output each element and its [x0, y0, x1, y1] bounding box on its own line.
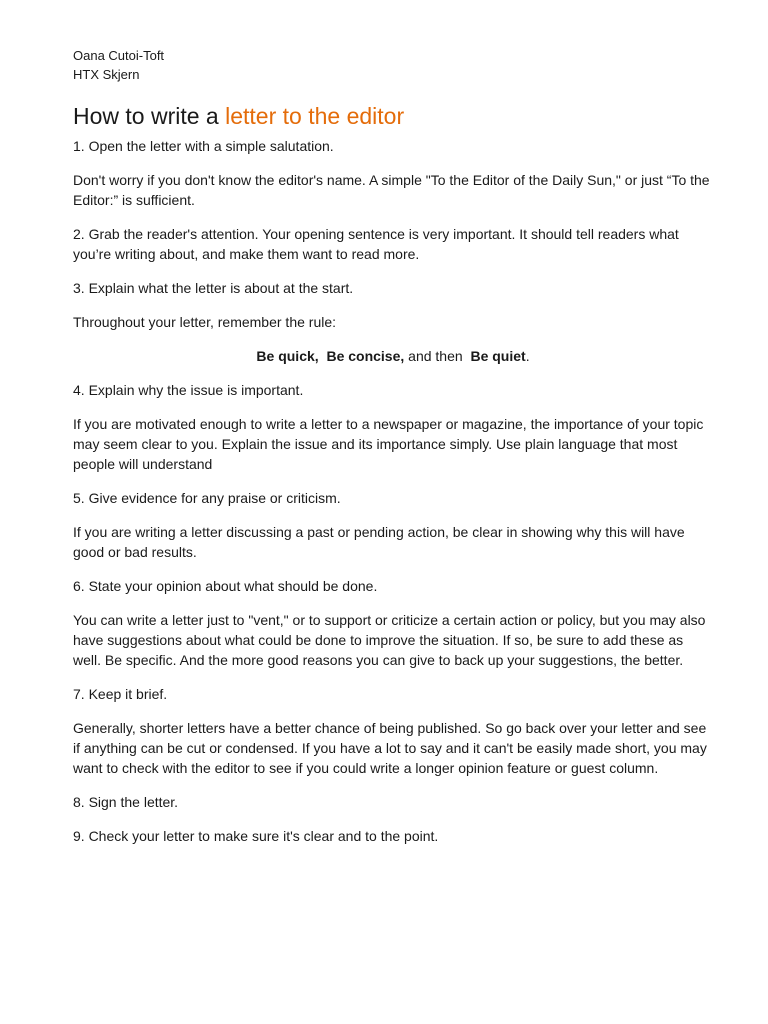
- rule-be-quick: Be quick,: [256, 348, 319, 364]
- paragraph: Generally, shorter letters have a better chance of being published. So go back over your letter and see if anything can be cut or condensed. If you have a lot to say and it can't be easily made short, you may want to check with the editor to see if you could write a longer opinion feature or guest column.: [73, 720, 707, 776]
- paragraph: 7. Keep it brief.: [73, 686, 168, 702]
- title-prefix: How to write a: [73, 103, 226, 129]
- author-name: Oana Cutoi-Toft: [73, 48, 165, 63]
- paragraph: 8. Sign the letter.: [73, 794, 179, 810]
- paragraph: 1. Open the letter with a simple salutation.: [73, 138, 334, 154]
- rule-end: .: [525, 348, 530, 364]
- author-block: [73, 46, 713, 84]
- paragraph: 6. State your opinion about what should be done.: [73, 578, 378, 594]
- rule-connector: and then: [408, 348, 463, 364]
- rule-be-quiet: Be quiet: [470, 348, 526, 364]
- paragraph: Don't worry if you don't know the editor's name. A simple "To the Editor of the Daily Sun," or just “To the Editor:” is sufficient.: [73, 172, 710, 208]
- paragraph: 2. Grab the reader's attention. Your opening sentence is very important. It should tell readers what you’re writing about, and make them want to read more.: [73, 226, 679, 262]
- paragraph: If you are motivated enough to write a letter to a newspaper or magazine, the importance of your topic may seem clear to you. Explain the issue and its importance simply. Use plain language that most people will understand: [73, 416, 704, 472]
- rule-line: [73, 346, 713, 366]
- rule-be-concise: Be concise,: [326, 348, 405, 364]
- school-name: HTX Skjern: [73, 67, 140, 82]
- paragraph: 9. Check your letter to make sure it's clear and to the point.: [73, 828, 439, 844]
- paragraph: Throughout your letter, remember the rule:: [73, 314, 337, 330]
- paragraph: 4. Explain why the issue is important.: [73, 382, 304, 398]
- paragraph: 5. Give evidence for any praise or criticism.: [73, 490, 341, 506]
- title-highlight: letter to the editor: [225, 103, 405, 129]
- paragraph: You can write a letter just to "vent," or to support or criticize a certain action or policy, but you may also have suggestions about what could be done to improve the situation. If so, be sure to add these as well. Be specific. And the more good reasons you can give to back up your suggestions, the better.: [73, 612, 706, 668]
- paragraph: 3. Explain what the letter is about at the start.: [73, 280, 354, 296]
- document-page: [73, 46, 713, 860]
- paragraph: If you are writing a letter discussing a past or pending action, be clear in showing why this will have good or bad results.: [73, 524, 685, 560]
- document-title: [73, 102, 713, 130]
